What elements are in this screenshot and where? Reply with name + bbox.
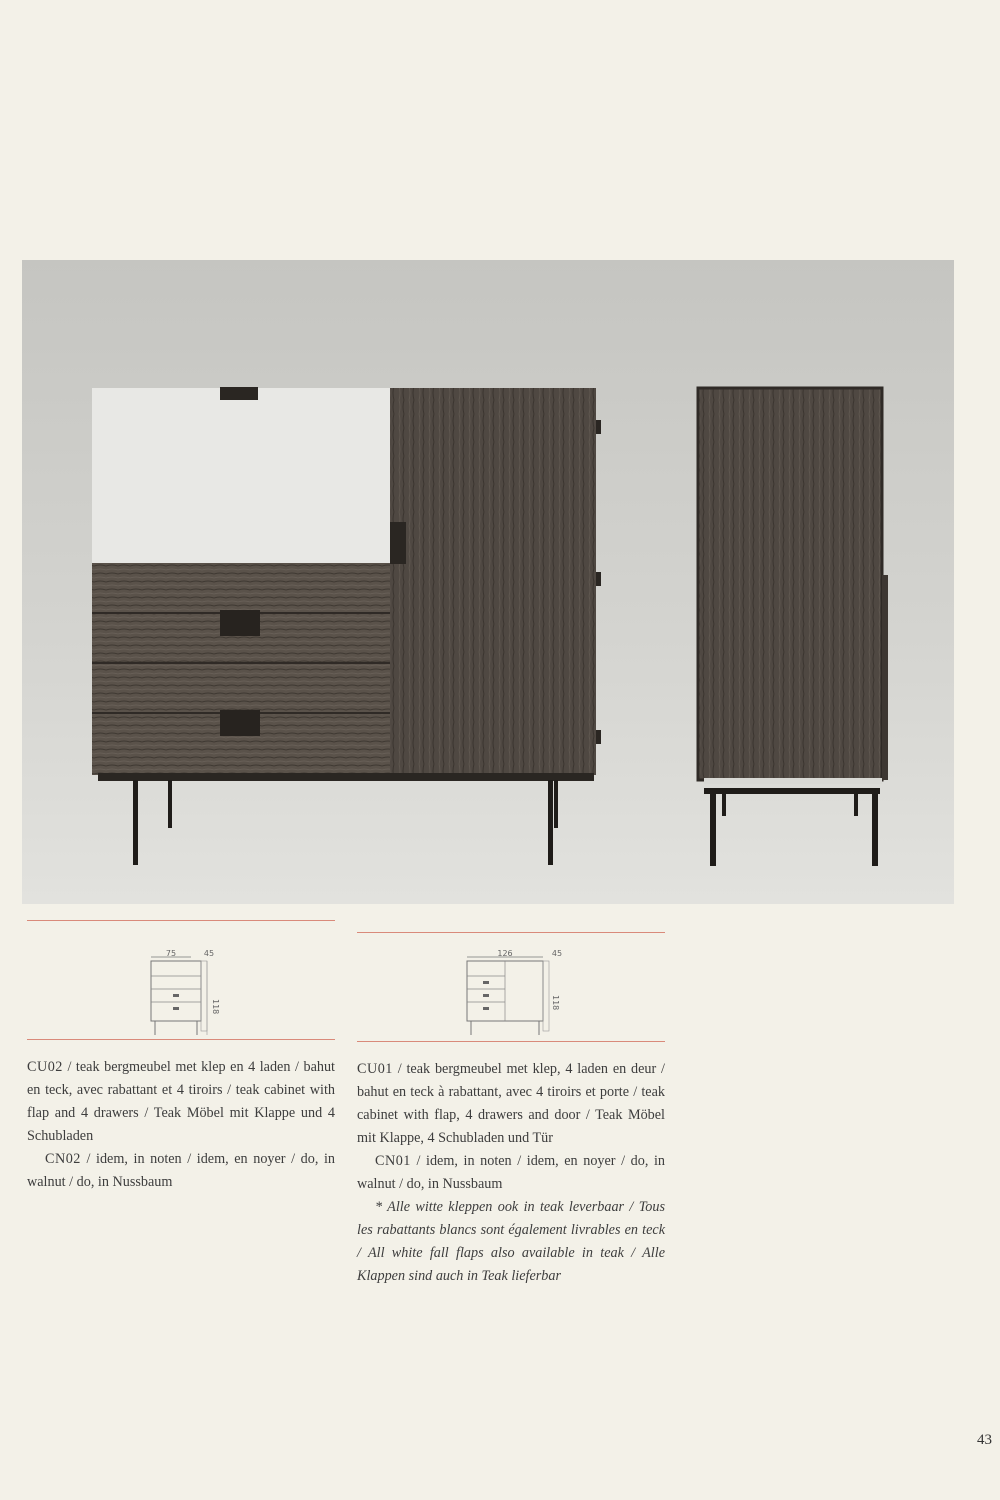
footnote: * Alle witte kleppen ook in teak leverbaar / Tous les rabattants blancs sont également livrables en teck / All white fall flaps also available in teak / Alle Klappen sind auch in Teak lieferbar (357, 1199, 665, 1284)
depth-label: 45 (551, 949, 563, 958)
cabinet-side-view (698, 388, 888, 866)
variant-description: / idem, in noten / idem, en noyer / do, in walnut / do, in Nussbaum (27, 1151, 335, 1190)
dimension-drawing-cu02 (27, 921, 335, 1039)
width-label: 75 (165, 949, 177, 958)
height-label: 118 (551, 995, 560, 1011)
description-cu02 (27, 1056, 335, 1194)
width-label: 126 (497, 949, 513, 958)
height-label: 118 (211, 999, 220, 1015)
variant-description: / idem, in noten / idem, en noyer / do, in walnut / do, in Nussbaum (357, 1153, 665, 1192)
cabinet-cu02-cu01 (92, 387, 601, 865)
item-cu02 (27, 920, 335, 1194)
page-number: 43 (977, 1432, 992, 1448)
product-photo (22, 260, 954, 904)
divider-bottom (27, 1039, 335, 1040)
variant-code: CN01 (375, 1153, 411, 1169)
item-code: CU02 (27, 1059, 63, 1075)
item-cu01 (357, 920, 665, 1288)
item-description: / teak bergmeubel met klep en 4 laden / bahut en teck, avec rabattant et 4 tiroirs / teak cabinet with flap and 4 drawers / Teak Möbel mit Klappe und 4 Schubladen (27, 1059, 335, 1144)
description-cu01 (357, 1058, 665, 1288)
depth-label: 45 (203, 949, 215, 958)
item-code: CU01 (357, 1061, 393, 1077)
item-description: / teak bergmeubel met klep, 4 laden en deur / bahut en teck à rabattant, avec 4 tiroirs et porte / teak cabinet with flap, 4 drawers and door / Teak Möbel mit Klappe, 4 Schubladen und Tür (357, 1061, 665, 1146)
variant-code: CN02 (45, 1151, 81, 1167)
cabinet-photo-graphic (22, 260, 954, 904)
divider-bottom (357, 1041, 665, 1042)
dimension-drawing-cu01 (357, 933, 665, 1041)
